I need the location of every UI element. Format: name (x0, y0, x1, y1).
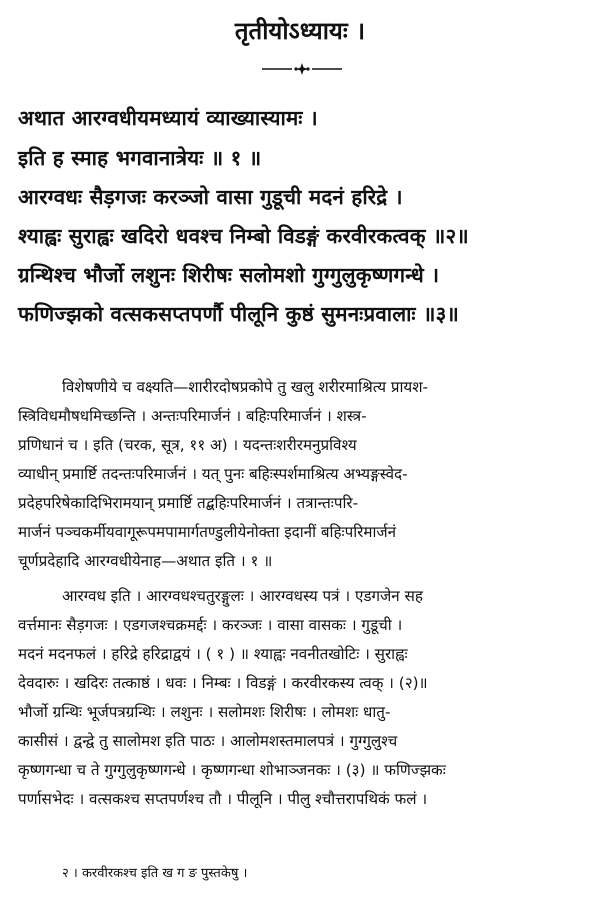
commentary-line: चूर्णप्रदेहादि आरग्वधीयेनाह—अथात इति । १ ॥ (18, 552, 273, 570)
commentary-line: मदनं मदनफलं । हरिद्रे हरिद्राद्वयं । ( १ ) ॥ श्याह्वः नवनीतखोटिः । सुराह्वः (18, 645, 408, 663)
commentary-line: देवदारुः । खदिरः तत्काष्ठं । धवः । निम्बः । विडङ्गं । करवीरकस्य त्वक् । (२)॥ (18, 674, 428, 692)
verse-line: फणिज्झको वत्सकसप्तपर्णौ पीलूनि कुष्ठं सुमनःप्रवालाः ॥३॥ (18, 302, 459, 326)
verse-line: ग्रन्थिश्च भौर्जो लशुनः शिरीषः सलोमशो गुग्गुलुकृष्णगन्धे । (18, 263, 440, 287)
commentary-line: आरग्वध इति । आरग्वधश्चतुरङ्गुलः । आरग्वधस्य पत्रं । एडगजेन सह (62, 587, 423, 605)
commentary-line: कृष्णगन्धा च ते गुग्गुलुकृष्णगन्धे । कृष्णगन्धा शोभाञ्जनकः । (३) ॥ फणिज्झकः (18, 761, 446, 779)
commentary-line: पर्णासभेदः । वत्सकश्च सप्तपर्णश्च तौ । पीलूनि । पीलु श्चौत्तरापथिकं फलं । (18, 790, 428, 808)
chapter-title: तृतीयोऽध्यायः । (234, 17, 366, 45)
commentary-line: प्रदेहपरिषेकादिभिरामयान् प्रमार्ष्टि तद्बहिःपरिमार्जनं । तत्रान्तःपरि- (18, 494, 359, 512)
commentary-line: वर्त्तमानः सैड़गजः । एडगजश्चक्रमर्द्दः । करञ्जः । वासा वासकः । गुडूची । (18, 616, 403, 634)
footnote: २ । करवीरकश्च इति ख ग ङ पुस्तकेषु । (62, 866, 248, 881)
commentary-line: भौर्जो ग्रन्थिः भूर्जपत्रग्रन्थिः । लशुनः । सलोमशः शिरीषः । लोमशः धातु- (18, 703, 391, 721)
commentary-line: व्याधीन् प्रमार्ष्टि तदन्तःपरिमार्जनं । यत् पुनः बहिःस्पर्शमाश्रित्य अभ्यङ्गस्वेद- (18, 465, 408, 483)
commentary-line: मार्जनं पञ्चकर्मीयवागूरूपमपामार्गतण्डुलीयेनोक्ता इदानीं बहिःपरिमार्जनं (18, 523, 397, 541)
verse-line: इति ह स्माह भगवानात्रेयः ॥ १ ॥ (18, 146, 262, 170)
commentary-line: विशेषणीये च वक्ष्यति—शारीरदोषप्रकोपे तु खलु शरीरमाश्रित्य प्रायश- (62, 378, 429, 396)
verse-line: श्याह्वः सुराह्वः खदिरो धवश्च निम्बो विडङ्गं करवीरकत्वक् ॥२॥ (18, 224, 469, 248)
commentary-line: प्रणिधानं च । इति (चरक, सूत्र, ११ अ) । यदन्तःशरीरमनुप्रविश्य (18, 436, 357, 454)
commentary-line: कासीसं । द्वन्द्वे तु सालोमश इति पाठः । आलोमशस्तमालपत्रं । गुग्गुलुश्च (18, 732, 398, 750)
ornament-divider-icon (262, 62, 342, 76)
commentary-line: स्त्रिविधमौषधमिच्छन्ति । अन्तःपरिमार्जनं । बहिःपरिमार्जनं । शस्त्र- (18, 407, 367, 425)
verse-line: अथात आरग्वधीयमध्यायं व्याख्यास्यामः । (18, 106, 318, 130)
verse-line: आरग्वधः सैड़गजः करञ्जो वासा गुडूची मदनं हरिद्रे । (18, 185, 403, 209)
